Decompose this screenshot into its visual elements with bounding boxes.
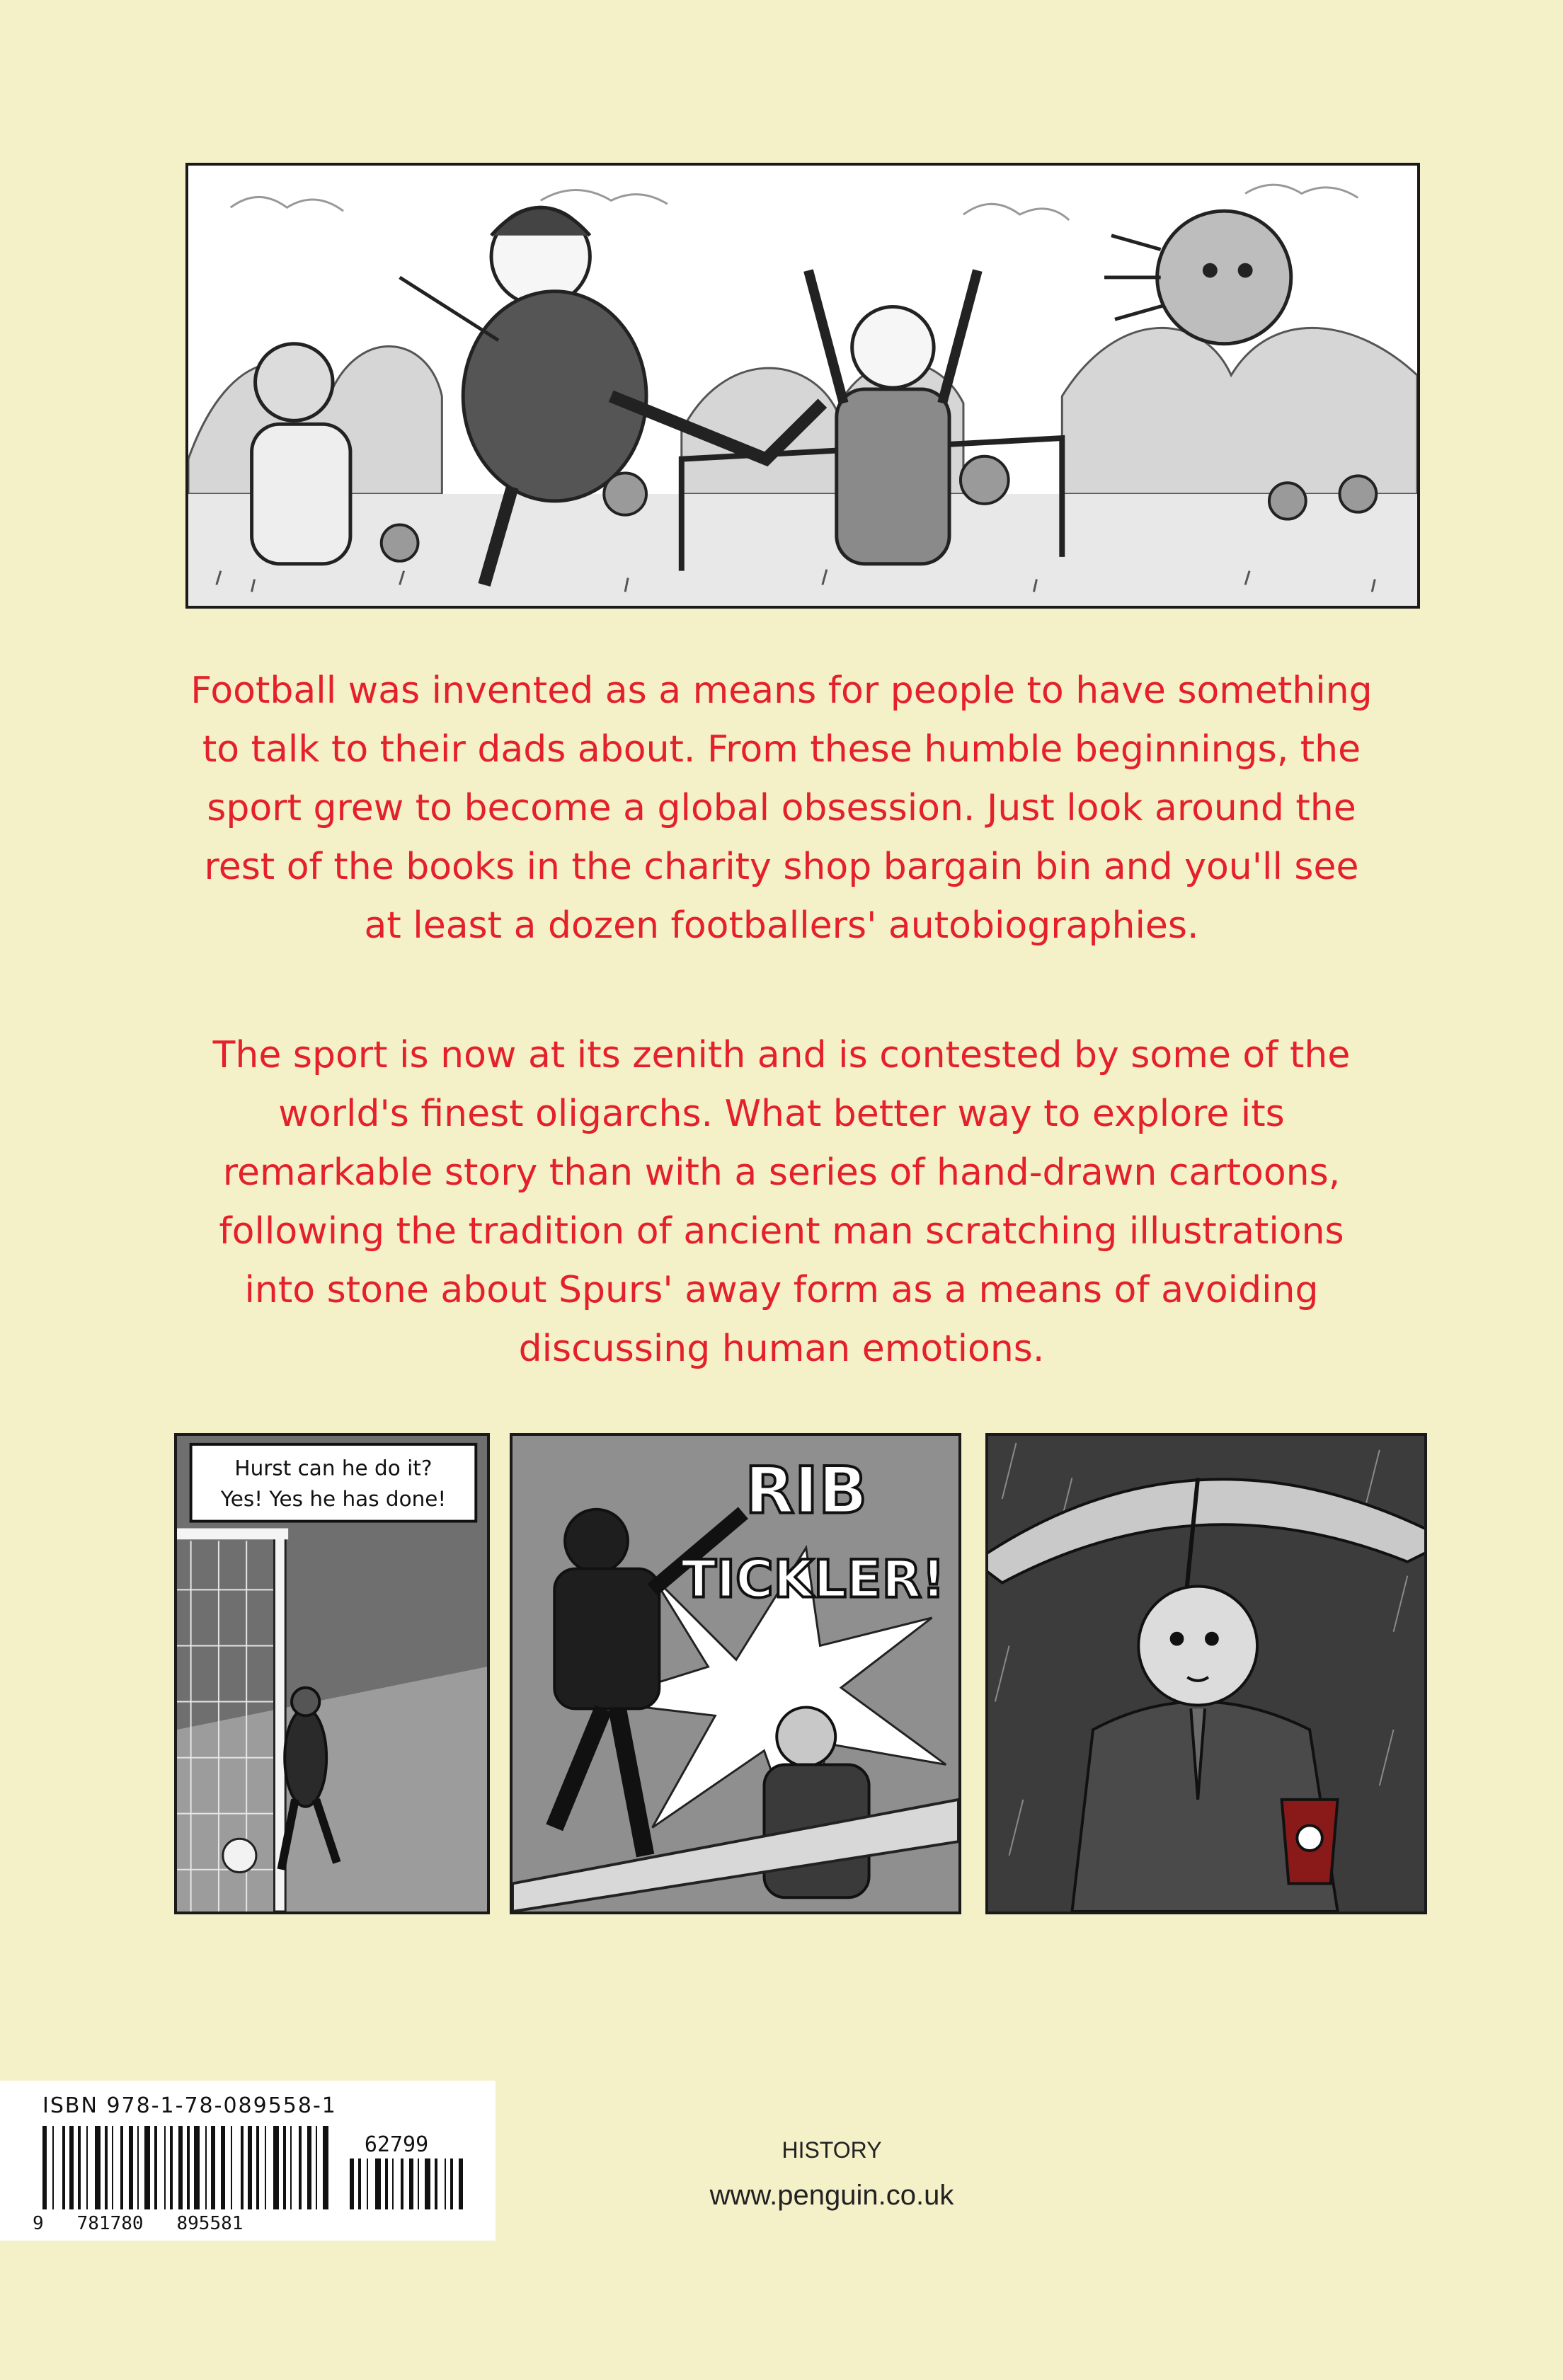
barcode-bar — [241, 2126, 244, 2209]
barcode-bar — [299, 2126, 302, 2209]
barcode-bar — [265, 2126, 266, 2209]
barcode-bar — [120, 2126, 123, 2209]
barcode-bar — [178, 2126, 183, 2209]
blurb-line: to talk to their dads about. From these humble beginnings, the — [202, 728, 1361, 771]
barcode-bar — [170, 2126, 173, 2209]
top-cartoon-panel — [185, 163, 1420, 609]
barcode-bar — [375, 2158, 381, 2209]
barcode-bar — [425, 2158, 430, 2209]
publisher-website[interactable]: www.penguin.co.uk — [709, 2180, 954, 2211]
barcode-bar — [385, 2158, 388, 2209]
barcode-addon-digits: 62799 — [364, 2132, 429, 2157]
blurb-paragraph-1 — [142, 662, 1421, 955]
barcode-bar — [42, 2126, 47, 2209]
caption-tickler: TICKLER! — [680, 1549, 946, 1610]
barcode-bar — [248, 2126, 252, 2209]
barcode-bar — [211, 2126, 215, 2209]
coffee-cup — [1282, 1800, 1338, 1884]
caption-rib: RIB — [745, 1454, 868, 1529]
barcode-bar — [358, 2158, 361, 2209]
barcode-bar — [283, 2126, 286, 2209]
barcode-bar — [112, 2126, 113, 2209]
blurb-line: discussing human emotions. — [518, 1328, 1045, 1370]
barcode-bar — [409, 2158, 413, 2209]
pitch-ground — [188, 494, 1417, 606]
category-label: HISTORY — [782, 2137, 882, 2163]
barcode-bar — [316, 2126, 317, 2209]
cavemen-football-illustration — [188, 166, 1417, 606]
barcode-bar — [256, 2126, 259, 2209]
barcode-bar — [95, 2126, 101, 2209]
barcode-bar — [231, 2126, 232, 2209]
football — [223, 1839, 256, 1872]
barcode-bar — [194, 2126, 200, 2209]
barcode-bar — [392, 2158, 394, 2209]
goal-illustration — [177, 1436, 487, 1912]
barcode-bar — [129, 2126, 133, 2209]
umbrella-manager-illustration — [988, 1436, 1424, 1912]
barcode-bar — [78, 2126, 81, 2209]
barcode-bar — [273, 2126, 279, 2209]
barcode-bar — [323, 2126, 328, 2209]
barcode-bar — [52, 2126, 54, 2209]
barcode-bar — [154, 2126, 157, 2209]
barcode-bar — [187, 2126, 190, 2209]
barcode-bar — [435, 2158, 437, 2209]
cartoon-panel-rib-tickler — [510, 1433, 961, 1914]
barcode-bar — [290, 2126, 292, 2209]
barcode-bar — [86, 2126, 88, 2209]
rib-tickler-illustration — [513, 1436, 958, 1912]
barcode-bar — [221, 2126, 225, 2209]
barcode-bar — [450, 2158, 453, 2209]
barcode-bar — [62, 2126, 65, 2209]
blurb-line: world's finest oligarchs. What better way to explore its — [278, 1093, 1285, 1135]
speech-line-2: Yes! Yes he has done! — [220, 1486, 447, 1511]
barcode-bar — [367, 2158, 368, 2209]
blurb-line: following the tradition of ancient man scratching illustrations — [219, 1210, 1344, 1253]
blurb-line: The sport is now at its zenith and is contested by some of the — [212, 1034, 1351, 1076]
barcode-bar — [459, 2158, 463, 2209]
barcode-bar — [307, 2126, 311, 2209]
barcode-bars — [28, 2126, 467, 2232]
barcode-bar — [105, 2126, 108, 2209]
barcode-bar — [350, 2158, 354, 2209]
blurb-line: into stone about Spurs' away form as a means of avoiding — [244, 1269, 1319, 1311]
barcode-bar — [144, 2126, 150, 2209]
barcode-bar — [164, 2126, 166, 2209]
blurb-line: Football was invented as a means for people to have something — [190, 669, 1373, 712]
blurb-line: at least a dozen footballers' autobiographies. — [364, 904, 1199, 947]
barcode-bar — [401, 2158, 403, 2209]
barcode-sticker — [0, 2081, 496, 2241]
barcode-digits: 9 781780 895581 — [33, 2213, 244, 2232]
cartoon-panel-umbrella — [985, 1433, 1427, 1914]
isbn-number: ISBN 978-1-78-089558-1 — [42, 2093, 337, 2118]
barcode-bar — [205, 2126, 207, 2209]
barcode-bar — [137, 2126, 139, 2209]
speech-line-1: Hurst can he do it? — [234, 1456, 433, 1481]
barcode-bar — [69, 2126, 74, 2209]
blurb-line: remarkable story than with a series of hand-drawn cartoons, — [222, 1151, 1341, 1194]
blurb-paragraph-2 — [142, 1026, 1421, 1379]
blurb-line: rest of the books in the charity shop bargain bin and you'll see — [204, 846, 1359, 888]
barcode-bar — [445, 2158, 446, 2209]
barcode-bar — [418, 2158, 419, 2209]
blurb-line: sport grew to become a global obsession. Just look around the — [207, 787, 1356, 829]
cartoon-panel-goal — [174, 1433, 490, 1914]
